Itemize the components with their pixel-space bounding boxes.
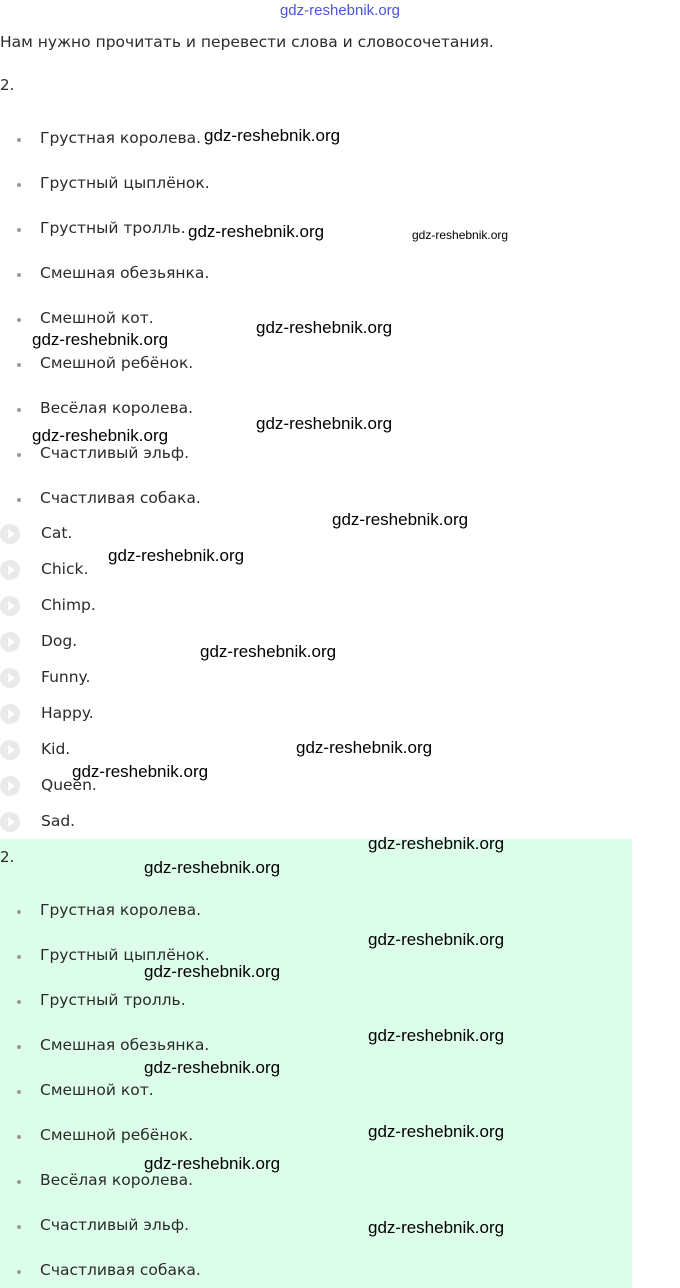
phrase-text: Грустная королева.: [40, 129, 202, 147]
phrase-text: Счастливая собака.: [40, 1261, 201, 1279]
watermark: gdz-reshebnik.org: [256, 414, 393, 433]
watermark: gdz-reshebnik.org: [188, 222, 325, 241]
watermark: gdz-reshebnik.org: [296, 738, 433, 757]
word-text: Chick.: [41, 560, 89, 578]
site-header[interactable]: gdz-reshebnik.org: [279, 2, 401, 19]
watermark: gdz-reshebnik.org: [368, 1026, 505, 1045]
play-audio-icon[interactable]: [0, 704, 20, 724]
bullet-icon: [17, 1000, 21, 1004]
bullet-icon: [17, 183, 21, 187]
watermark: gdz-reshebnik.org: [256, 318, 393, 337]
watermark: gdz-reshebnik.org: [72, 762, 209, 781]
watermark: gdz-reshebnik.org: [412, 228, 509, 242]
watermark: gdz-reshebnik.org: [144, 1154, 281, 1173]
phrase-text: Смешной ребёнок.: [40, 1126, 194, 1144]
bullet-icon: [17, 1225, 21, 1229]
word-text: Happy.: [41, 704, 94, 722]
watermark: gdz-reshebnik.org: [144, 962, 281, 981]
bullet-icon: [17, 453, 21, 457]
bullet-icon: [17, 1135, 21, 1139]
word-text: Sad.: [41, 812, 76, 830]
phrase-text: Грустный цыплёнок.: [40, 946, 210, 964]
watermark: gdz-reshebnik.org: [144, 858, 281, 877]
watermark: gdz-reshebnik.org: [32, 426, 169, 445]
phrase-text: Смешная обезьянка.: [40, 264, 210, 282]
play-audio-icon[interactable]: [0, 632, 20, 652]
watermark: gdz-reshebnik.org: [204, 126, 341, 145]
word-text: Kid.: [41, 740, 71, 758]
phrase-text: Грустная королева.: [40, 901, 202, 919]
bullet-icon: [17, 498, 21, 502]
bullet-icon: [17, 363, 21, 367]
phrase-text: Грустный цыплёнок.: [40, 174, 210, 192]
bullet-icon: [17, 138, 21, 142]
phrase-text: Весёлая королева.: [40, 1171, 194, 1189]
play-audio-icon[interactable]: [0, 524, 20, 544]
watermark: gdz-reshebnik.org: [332, 510, 469, 529]
bullet-icon: [17, 1090, 21, 1094]
watermark: gdz-reshebnik.org: [200, 642, 337, 661]
word-text: Chimp.: [41, 596, 96, 614]
phrase-text: Смешной кот.: [40, 309, 154, 327]
word-text: Queen.: [41, 776, 97, 794]
watermark: gdz-reshebnik.org: [368, 834, 505, 853]
watermark: gdz-reshebnik.org: [368, 930, 505, 949]
watermark: gdz-reshebnik.org: [108, 546, 245, 565]
phrase-text: Счастливая собака.: [40, 489, 201, 507]
word-text: Funny.: [41, 668, 91, 686]
answer-section-number: 2.: [0, 848, 15, 866]
word-text: Cat.: [41, 524, 73, 542]
bullet-icon: [17, 1045, 21, 1049]
phrase-text: Счастливый эльф.: [40, 1216, 190, 1234]
watermark: gdz-reshebnik.org: [368, 1218, 505, 1237]
watermark: gdz-reshebnik.org: [368, 1122, 505, 1141]
bullet-icon: [17, 273, 21, 277]
bullet-icon: [17, 1180, 21, 1184]
word-text: Dog.: [41, 632, 78, 650]
play-audio-icon[interactable]: [0, 776, 20, 796]
phrase-text: Счастливый эльф.: [40, 444, 190, 462]
bullet-icon: [17, 1270, 21, 1274]
play-audio-icon[interactable]: [0, 668, 20, 688]
phrase-text: Смешная обезьянка.: [40, 1036, 210, 1054]
phrase-text: Весёлая королева.: [40, 399, 194, 417]
task-intro: Нам нужно прочитать и перевести слова и словосочетания.: [0, 33, 494, 51]
watermark: gdz-reshebnik.org: [32, 330, 169, 349]
play-audio-icon[interactable]: [0, 740, 20, 760]
bullet-icon: [17, 318, 21, 322]
play-audio-icon[interactable]: [0, 560, 20, 580]
bullet-icon: [17, 910, 21, 914]
phrase-text: Грустный тролль.: [40, 991, 186, 1009]
watermark: gdz-reshebnik.org: [144, 1058, 281, 1077]
bullet-icon: [17, 408, 21, 412]
phrase-text: Смешной кот.: [40, 1081, 154, 1099]
phrase-text: Грустный тролль.: [40, 219, 186, 237]
section-number: 2.: [0, 76, 15, 94]
bullet-icon: [17, 955, 21, 959]
play-audio-icon[interactable]: [0, 812, 20, 832]
bullet-icon: [17, 228, 21, 232]
play-audio-icon[interactable]: [0, 596, 20, 616]
phrase-text: Смешной ребёнок.: [40, 354, 194, 372]
